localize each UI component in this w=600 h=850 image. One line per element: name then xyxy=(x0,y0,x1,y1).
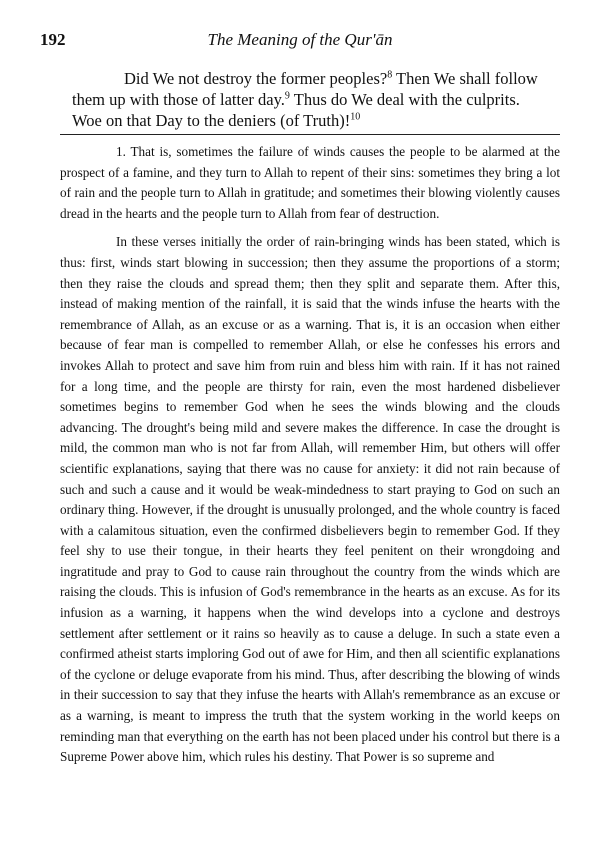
verse-line-1 xyxy=(72,68,562,89)
running-title: The Meaning of the Qur'ān xyxy=(207,30,393,49)
verse-text: Thus do We deal with the culprits. xyxy=(289,90,520,109)
verse-text: Did We not destroy the former peoples? xyxy=(124,69,388,88)
verse-text: Woe on that Day to the deniers (of Truth)! xyxy=(72,111,351,130)
footnote-ref-8: 8 xyxy=(387,69,393,81)
page-header xyxy=(40,30,560,54)
footnote-ref-9: 9 xyxy=(284,90,290,102)
verse-text: them up with those of latter day. xyxy=(72,90,285,109)
verse-translation xyxy=(72,68,562,131)
footnote-1-continued: In these verses initially the order of rain-bringing winds has been stated, which is thus: first, winds start blowing in succession; then they assume the proportions of a storm; then they raise the clouds and spread them; then they split and separate them. After this, instead of making mention of the rainfall, it is said that the winds infuse the hearts with the remembrance of Allah, as an excuse or as a warning. That is, it is an occasion when either because of fear man is compelled to remember Allah, or else he confesses his errors and invokes Allah to protect and save him from ruin and bless him with rain. If it has not rained for a long time, and the people are thirsty for rain, even the most hardened disbeliever sometimes begins to remember God when he sees the winds blowing and the clouds advancing. The drought's being mild and severe makes the difference. In case the drought is mild, the common man who is not far from Allah, will remember Him, but others will offer scientific explanations, saying that there was no cause for anxiety: it did not rain because of such and such a cause and it would be weak-mindedness to start praying to God on such an ordinary thing. However, if the drought is unusually prolonged, and the whole country is faced with a calamitous situation, even the confirmed disbelievers begin to remember God. If they feel shy to use their tongue, in their hearts they feel penitent on their wrongdoing and ingratitude and pray to God to cause rain throughout the country from the winds which are raising the clouds. This is infusion of God's remembrance in the hearts as an excuse. As for its infusion as a warning, it happens when the wind develops into a cyclone and destroys settlement after settlement or it rains so heavily as to cause a deluge. In such a state even a confirmed atheist starts imploring God out of awe for Him, and then all scientific explanations of the cyclone or deluge evaporate from his mind. Thus, after describing the blowing of winds in their succession to say that they infuse the hearts with Allah's remembrance as an excuse or as a warning, is meant to impress the truth that the system working in the world keeps on reminding man that everything on the earth has not been placed under his control but there is a Supreme Power above him, which rules his destiny. That Power is so supreme and xyxy=(60,234,560,765)
verse-line-3 xyxy=(72,110,562,131)
verse-line-2 xyxy=(72,89,562,110)
footnote-ref-10: 10 xyxy=(350,111,361,123)
footnote-divider xyxy=(60,134,560,135)
footnote-1: 1. That is, sometimes the failure of winds causes the people to be alarmed at the prospect of a famine, and they turn to Allah to repent of their sins: sometimes they bring a lot of rain and the people turn to Allah in gratitude; and sometimes their blowing violently causes dread in the hearts and the people turn to Allah from fear of destruction. xyxy=(60,144,560,221)
page-number: 192 xyxy=(40,30,66,49)
footnotes-section xyxy=(60,142,560,776)
verse-text: Then We shall follow xyxy=(392,69,538,88)
